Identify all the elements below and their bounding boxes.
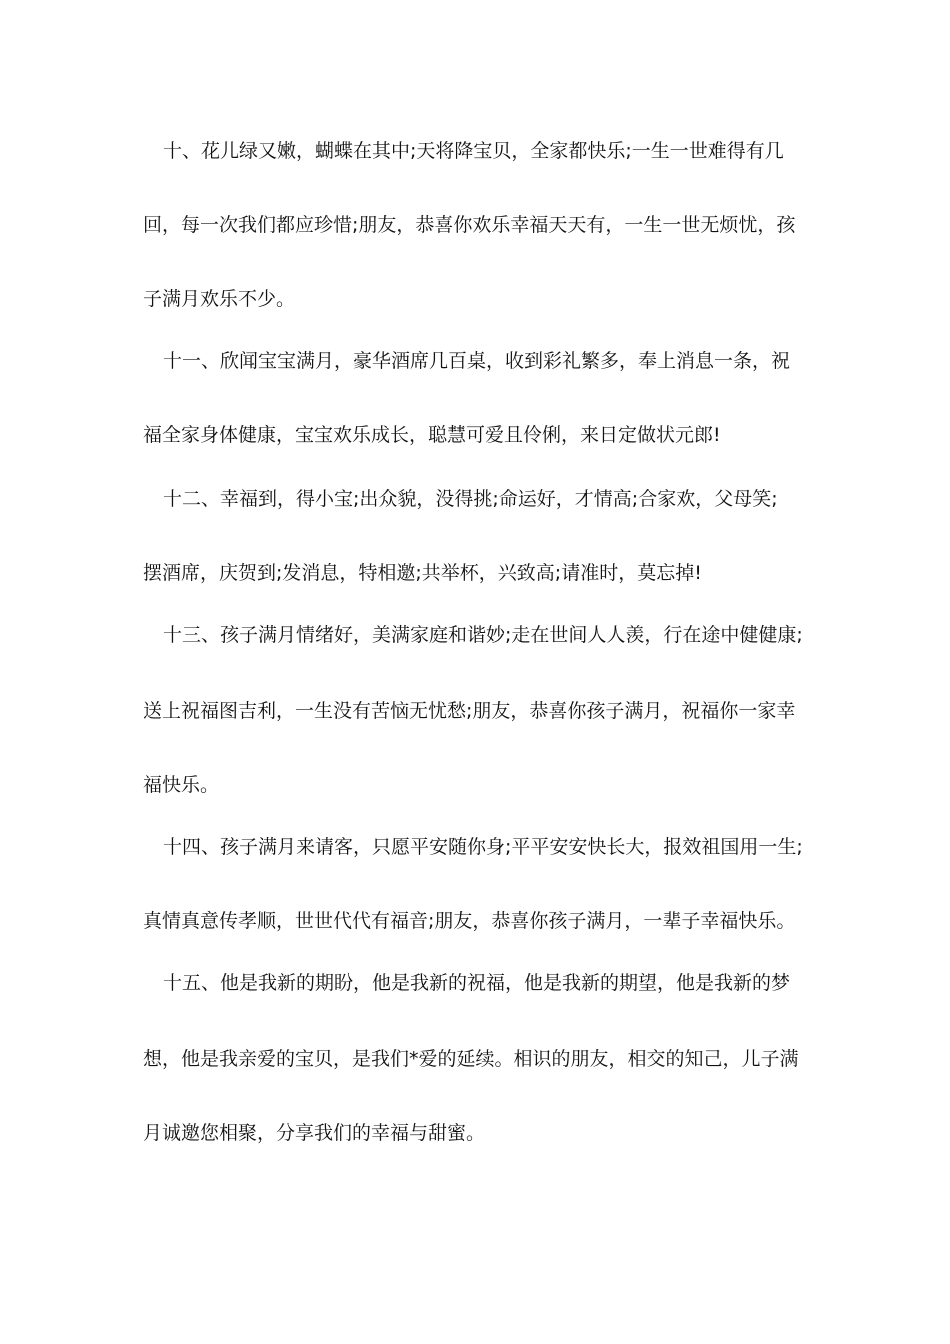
paragraph-13-line-3: 福快乐。 (143, 774, 220, 796)
paragraph-11-line-1: 十一、欣闻宝宝满月，豪华酒席几百桌，收到彩礼繁多，奉上消息一条，祝 (163, 350, 791, 372)
paragraph-14-line-1: 十四、孩子满月来请客，只愿平安随你身;平平安安快长大，报效祖国用一生; (163, 836, 803, 858)
paragraph-13-line-1: 十三、孩子满月情绪好，美满家庭和谐妙;走在世间人人羡，行在途中健健康; (163, 624, 803, 646)
paragraph-10-line-3: 子满月欢乐不少。 (143, 288, 296, 310)
paragraph-15-line-3: 月诚邀您相聚，分享我们的幸福与甜蜜。 (143, 1122, 486, 1144)
paragraph-13-line-2: 送上祝福图吉利，一生没有苦恼无忧愁;朋友，恭喜你孩子满月，祝福你一家幸 (143, 700, 796, 722)
paragraph-15-line-1: 十五、他是我新的期盼，他是我新的祝福，他是我新的期望，他是我新的梦 (163, 972, 791, 994)
paragraph-12-line-1: 十二、幸福到，得小宝;出众貌，没得挑;命运好，才情高;合家欢，父母笑; (163, 488, 778, 510)
paragraph-15-line-2: 想，他是我亲爱的宝贝，是我们*爱的延续。相识的朋友，相交的知己，儿子满 (143, 1048, 799, 1070)
paragraph-12-line-2: 摆酒席，庆贺到;发消息，特相邀;共举杯，兴致高;请准时，莫忘掉! (143, 562, 702, 584)
paragraph-14-line-2: 真情真意传孝顺，世世代代有福音;朋友，恭喜你孩子满月，一辈子幸福快乐。 (143, 910, 796, 932)
paragraph-10-line-2: 回，每一次我们都应珍惜;朋友，恭喜你欢乐幸福天天有，一生一世无烦忧，孩 (143, 214, 796, 236)
paragraph-11-line-2: 福全家身体健康，宝宝欢乐成长，聪慧可爱且伶俐，来日定做状元郎! (143, 424, 721, 446)
paragraph-10-line-1: 十、花儿绿又嫩，蝴蝶在其中;天将降宝贝，全家都快乐;一生一世难得有几 (163, 140, 784, 162)
